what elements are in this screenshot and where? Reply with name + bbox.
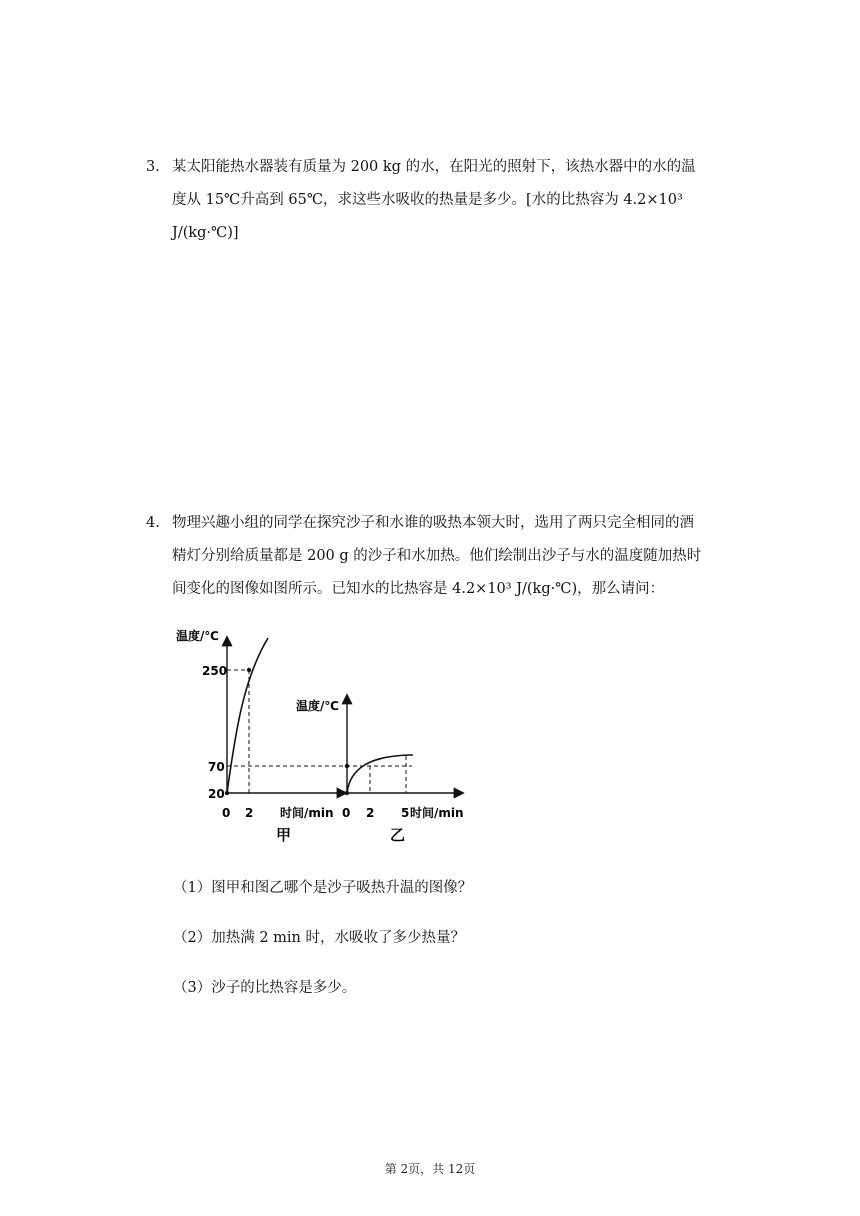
x-tick-label: 2 [366, 806, 375, 820]
x-axis-label: 时间/min [410, 806, 464, 820]
data-point [345, 791, 349, 795]
question-number: 4. [146, 515, 160, 531]
sub-question-1: （1）图甲和图乙哪个是沙子吸热升温的图像？ [173, 880, 473, 896]
sub-question-2: （2）加热满 2 min 时，水吸收了多少热量？ [173, 930, 466, 946]
chart-caption: 甲 [276, 826, 292, 844]
x-tick-label: 2 [245, 806, 254, 820]
data-point [247, 668, 251, 672]
y-axis-label: 温度/℃ [296, 699, 339, 713]
data-point [345, 764, 349, 768]
chart-caption: 乙 [390, 826, 406, 844]
y-axis-label: 温度/℃ [176, 629, 219, 643]
temperature-time-figure [170, 618, 480, 850]
x-tick-label: 5 [401, 806, 410, 820]
question-text-line: 物理兴趣小组的同学在探究沙子和水谁的吸热本领大时，选用了两只完全相同的酒 [172, 515, 694, 531]
question-text-line: J/(kg·℃)] [172, 225, 239, 241]
y-tick-label: 70 [208, 760, 225, 774]
x-tick-label: 0 [222, 806, 231, 820]
question-number: 3. [146, 159, 160, 175]
sand-curve [227, 638, 268, 793]
question-text-line: 间变化的图像如图所示。已知水的比热容是 4.2×10³ J/(kg·℃)，那么请问： [172, 581, 665, 597]
question-text-line: 某太阳能热水器装有质量为 200 kg 的水，在阳光的照射下，该热水器中的水的温 [172, 159, 696, 175]
page-footer: 第 2页，共 12页 [384, 1162, 476, 1176]
y-tick-label: 250 [202, 664, 228, 678]
question-text-line: 精灯分别给质量都是 200 g 的沙子和水加热。他们绘制出沙子与水的温度随加热时 [172, 548, 702, 564]
water-curve [347, 755, 413, 793]
chart-jia [176, 628, 345, 844]
y-tick-label: 20 [208, 787, 225, 801]
question-text-line: 度从 15℃升高到 65℃，求这些水吸收的热量是多少。[水的比热容为 4.2×10³ [172, 192, 683, 208]
sub-question-3: （3）沙子的比热容是多少。 [173, 980, 357, 996]
x-tick-label: 0 [342, 806, 351, 820]
x-axis-label: 时间/min [280, 806, 334, 820]
chart-yi [208, 696, 464, 844]
